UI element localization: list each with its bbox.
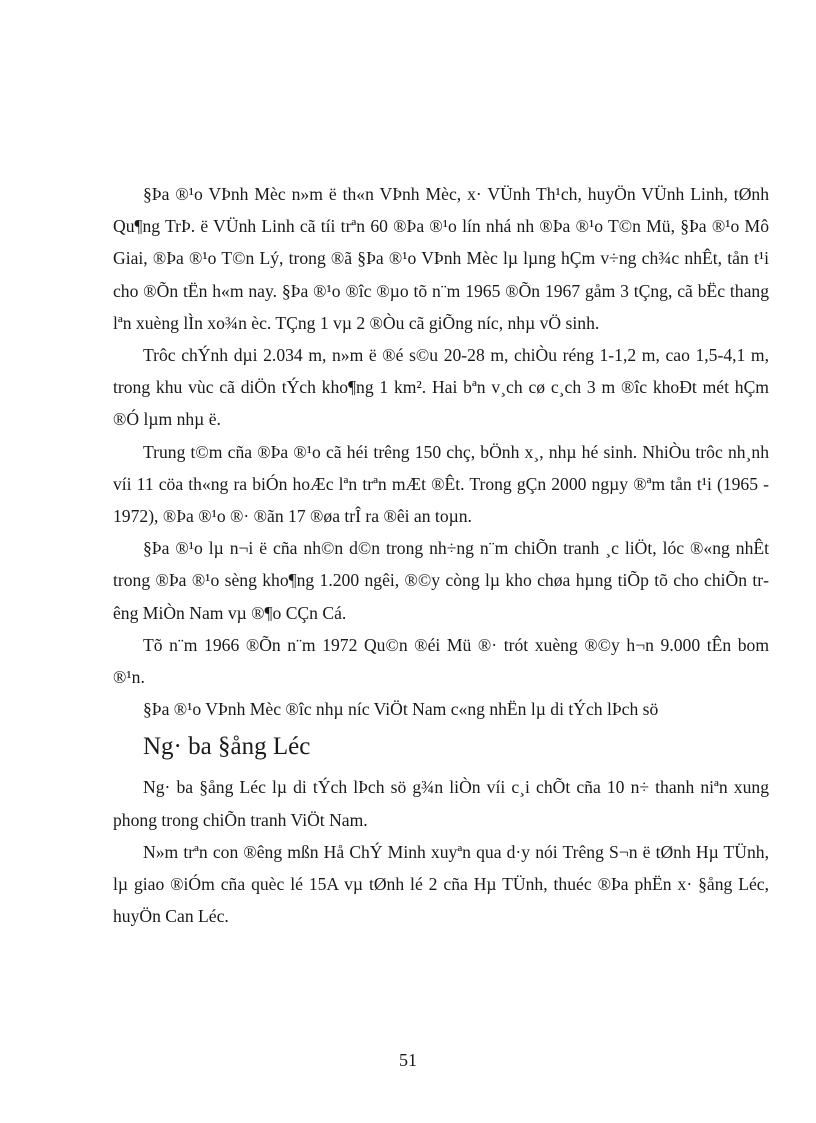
paragraph-dong-loc-intro: Ng· ba §ång Léc lµ di tÝch lÞch sö g¾n liÒn víi c¸i chÕt cña 10 n÷ thanh niªn xung phong trong chiÕn tranh ViÖt Nam. [113,777,769,830]
paragraph-main-axis: Trôc chÝnh dµi 2.034 m, n»m ë ®é s©u 20-28 m, chiÒu réng 1-1,2 m, cao 1,5-4,1 m, trong khu vùc cã diÖn tÝch kho¶ng 1 km². Hai bªn v¸ch cø c¸ch 3 m ®îc khoÐt mét hÇm ®Ó lµm nhµ ë. [113,345,769,430]
paragraph-recognition: §Þa ®¹o VÞnh Mèc ®îc nhµ níc ViÖt Nam c«ng nhËn lµ di tÝch lÞch sö [143,699,659,720]
paragraph-center: Trung t©m cña ®Þa ®¹o cã héi trêng 150 chç, bÖnh x¸, nhµ hé sinh. NhiÒu trôc nh¸nh víi 11 cöa th«ng ra biÓn hoÆc lªn trªn mÆt ®Êt. Trong gÇn 2000 ngµy ®ªm tån t¹i (1965 - 1972), ®Þa ®¹o ®· ®ãn 17 ®øa trÎ ra ®êi an toµn. [113,441,769,527]
paragraph-dong-loc-location: N»m trªn con ®êng mßn Hå ChÝ Minh xuyªn qua d·y nói Trêng S¬n ë tØnh Hµ TÜnh, lµ giao ®iÓm cña quèc lé 15A vµ tØnh lé 2 cña Hµ TÜnh, thuéc ®Þa phËn x· §ång Léc, huyÖn Can Léc. [113,841,769,927]
paragraph-vinh-moc-intro: §Þa ®¹o VÞnh Mèc n»m ë th«n VÞnh Mèc, x· VÜnh Th¹ch, huyÖn VÜnh Linh, tØnh Qu¶ng TrÞ. ë VÜnh Linh cã tíi trªn 60 ®Þa ®¹o lín nhá nh ®Þa ®¹o T©n Mü, §Þa ®¹o Mô Giai, ®Þa ®¹o T©n Lý, trong ®ã §Þa ®¹o VÞnh Mèc lµ lµng hÇm v÷ng ch¾c nhÊt, tån t¹i cho ®Õn tËn h«m nay. §Þa ®¹o ®îc ®µo tõ n¨m 1965 ®Õn 1967 gåm 3 tÇng, cã bËc thang lªn xuèng lÌn xo¾n èc. TÇng 1 vµ 2 ®Òu cã giÕng níc, nhµ vÖ sinh. [113,184,769,333]
document-body [113,178,769,932]
paragraph-residence: §Þa ®¹o lµ n¬i ë cña nh©n d©n trong nh÷ng n¨m chiÕn tranh ¸c liÖt, lóc ®«ng nhÊt trong ®Þa ®¹o sèng kho¶ng 1.200 ngêi, ®©y còng lµ kho chøa hµng tiÕp tõ cho chiÕn trêng MiÒn Nam vµ ®¶o CÇn Cá. [113,538,769,623]
paragraph-bombing: Tõ n¨m 1966 ®Õn n¨m 1972 Qu©n ®éi Mü ®· trót xuèng ®©y h¬n 9.000 tÊn bom ®¹n. [113,634,769,688]
page-number: 51 [399,1050,417,1070]
section-heading: Ng· ba §ång Léc [143,733,311,761]
